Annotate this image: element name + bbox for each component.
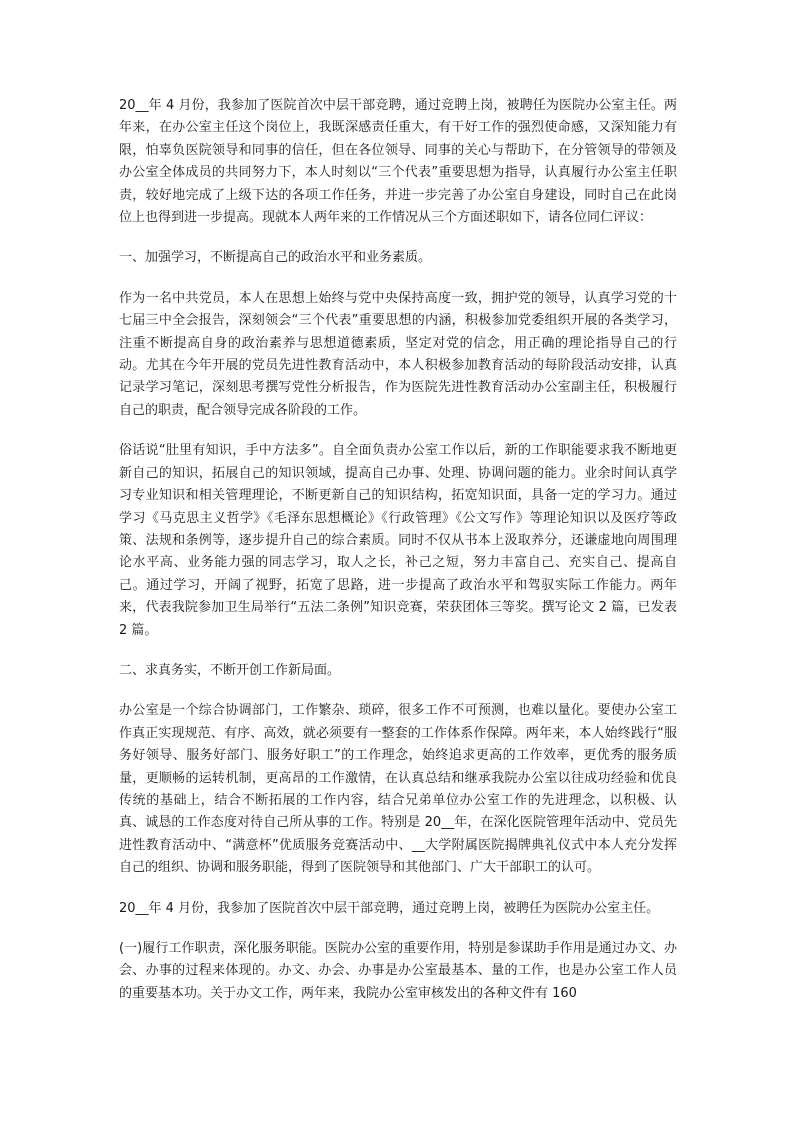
paragraph-office-role: 办公室是一个综合协调部门，工作繁杂、琐碎，很多工作不可预测，也难以量化。要使办公室工作真正实现规范、有序、高效，就必须要有一整套的工作体系作保障。两年来，本人始终践行“服务好领导、服务好部门、服务好职工”的工作理念，始终追求更高的工作效率，更优秀的服务质量，更顺畅的运转机制，更高昂的工作激情，在认真总结和继承我院办公室以往成功经验和优良传统的基础上，结合不断拓展的工作内容，结合兄弟单位办公室工作的先进理念，以积极、认真、诚恳的工作态度对待自己所从事的工作。特别是 20__年，在深化医院管理年活动中、党员先进性教育活动中、“满意杯”优质服务竞赛活动中、__大学附属医院揭牌典礼仪式中本人充分发挥自己的组织、协调和服务职能，得到了医院领导和其他部门、广大干部职工的认可。: [119, 703, 677, 876]
paragraph-knowledge: 俗话说“肚里有知识，手中方法多”。自全面负责办公室工作以后，新的工作职能要求我不断地更新自己的知识，拓展自己的知识领域，提高自己办事、处理、协调问题的能力。业余时间认真学习专业知识和相关管理理论，不断更新自己的知识结构，拓宽知识面，具备一定的学习力。通过学习《马克思主义哲学》《毛泽东思想概论》《行政管理》《公文写作》等理论知识以及医疗等政策、法规和条例等，逐步提升自己的综合素质。同时不仅从书本上汲取养分，还谦虚地向周围理论水平高、业务能力强的同志学习，取人之长，补己之短，努力丰富自己、充实自己、提高自己。通过学习，开阔了视野，拓宽了思路，进一步提高了政治水平和驾驭实际工作能力。两年来，代表我院参加卫生局举行“五法二条例”知识竞赛，荣获团体三等奖。撰写论文 2 篇，已发表 2 篇。: [119, 443, 677, 638]
paragraph-party-member: 作为一名中共党员，本人在思想上始终与党中央保持高度一致，拥护党的领导，认真学习党的十七届三中全会报告，深刻领会“三个代表”重要思想的内涵，积极参加党委组织开展的各类学习，注重不断提高自身的政治素养与思想道德素质，坚定对党的信念，用正确的理论指导自己的行动。尤其在今年开展的党员先进性教育活动中，本人积极参加教育活动的每阶段活动安排，认真记录学习笔记，深刻思考撰写党性分析报告，作为医院先进性教育活动办公室副主任，积极履行自己的职责，配合领导完成各阶段的工作。: [119, 290, 677, 418]
paragraph-intro: 20__年 4 月份，我参加了医院首次中层干部竞聘，通过竞聘上岗，被聘任为医院办公室主任。两年来，在办公室主任这个岗位上，我既深感责任重大，有干好工作的强烈使命感，又深知能力有限，怕辜负医院领导和同事的信任，但在各位领导、同事的关心与帮助下，在分管领导的带领及办公室全体成员的共同努力下，本人时刻以“三个代表”重要思想为指导，认真履行办公室主任职责，较好地完成了上级下达的各项工作任务，并进一步完善了办公室自身建设，同时自己在此岗位上也得到进一步提高。现就本人两年来的工作情况从三个方面述职如下，请各位同仁评议：: [119, 98, 677, 226]
section-heading-pragmatic: 二、求真务实，不断开创工作新局面。: [119, 662, 341, 678]
paragraph-duties: (一)履行工作职责，深化服务职能。医院办公室的重要作用，特别是参谋助手作用是通过办文、办会、办事的过程来体现的。办文、办会、办事是办公室最基本、量的工作，也是办公室工作人员的重要基本功。关于办文工作，两年来，我院办公室审核发出的各种文件有 160: [119, 941, 677, 1001]
paragraph-repeat-intro: 20__年 4 月份，我参加了医院首次中层干部竞聘，通过竞聘上岗，被聘任为医院办公室主任。: [119, 900, 660, 916]
section-heading-study: 一、加强学习，不断提高自己的政治水平和业务素质。: [119, 250, 432, 266]
document-page: [119, 95, 677, 1023]
